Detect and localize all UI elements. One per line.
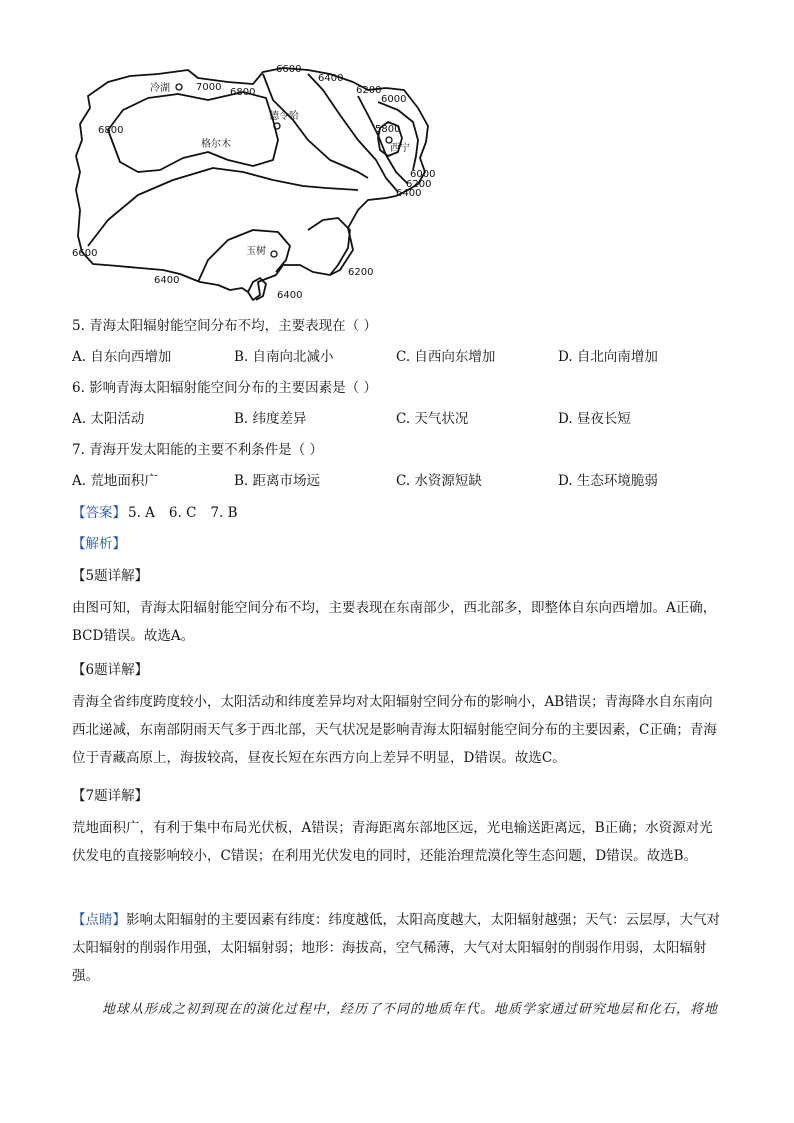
lenghu-marker bbox=[176, 84, 182, 90]
detail-6-text: 青海全省纬度跨度较小，太阳活动和纬度差异均对太阳辐射空间分布的影响小，AB错误；青海降水自东南向西北递减，东南部阴雨天气多于西北部，天气状况是影响青海太阳辐射能空间分布的主要因素，C正确；青海位于青藏高原上，海拔较高，昼夜长短在东西方向上差异不明显，D错误。故选C。 bbox=[72, 694, 717, 766]
answer-label: 【答案】 bbox=[72, 505, 126, 521]
q5-option-c: C. 自西向东增加 bbox=[396, 349, 496, 365]
city-label-delingha: 德令哈 bbox=[269, 111, 299, 122]
isoline-6600-inner bbox=[263, 74, 368, 178]
contour-label: 6600 bbox=[276, 64, 302, 75]
isoline-6000 bbox=[378, 102, 418, 170]
analysis-label: 【解析】 bbox=[72, 536, 126, 552]
q6-option-b: B. 纬度差异 bbox=[234, 411, 307, 427]
contour-label: 6200 bbox=[356, 85, 382, 96]
solar-radiation-isoline-map bbox=[68, 60, 448, 305]
city-label-xining: 西宁 bbox=[390, 143, 410, 154]
contour-label: 6400 bbox=[396, 188, 422, 199]
q7-option-a: A. 荒地面积广 bbox=[72, 473, 158, 489]
contour-label: 5800 bbox=[375, 124, 401, 135]
next-passage-text: 地球从形成之初到现在的演化过程中，经历了不同的地质年代。地质学家通过研究地层和化石，将地 bbox=[102, 1002, 719, 1017]
q5-option-b: B. 自南向北减小 bbox=[234, 349, 334, 365]
tip-text: 影响太阳辐射的主要因素有纬度：纬度越低，太阳高度越大，太阳辐射越强；天气：云层厚，大气对太阳辐射的削弱作用强，太阳辐射弱；地形：海拔高，空气稀薄，大气对太阳辐射的削弱作用弱，太阳辐射强。 bbox=[72, 912, 720, 984]
contour-label: 6800 bbox=[230, 87, 256, 98]
city-label-geermu: 格尔木 bbox=[201, 139, 231, 150]
answer-6: 6. C bbox=[168, 505, 197, 521]
detail-7-title: 【7题详解】 bbox=[72, 788, 149, 804]
q6-option-c: C. 天气状况 bbox=[396, 411, 469, 427]
province-boundary bbox=[76, 68, 428, 300]
q5-option-d: D. 自北向南增加 bbox=[558, 349, 658, 365]
contour-label: 6200 bbox=[406, 179, 432, 190]
contour-label: 6000 bbox=[381, 94, 407, 105]
tip-label: 【点睛】 bbox=[72, 912, 126, 928]
contour-label: 6400 bbox=[154, 275, 180, 286]
detail-5-title: 【5题详解】 bbox=[72, 568, 149, 584]
q7-option-c: C. 水资源短缺 bbox=[396, 473, 482, 489]
question-7-stem: 7. 青海开发太阳能的主要不利条件是（ ） bbox=[72, 442, 323, 458]
answer-5: 5. A bbox=[128, 505, 155, 521]
contour-label: 6200 bbox=[348, 267, 374, 278]
yushu-marker bbox=[271, 251, 277, 257]
contour-label: 7000 bbox=[196, 82, 222, 93]
contour-label: 6600 bbox=[72, 248, 98, 259]
tip-paragraph bbox=[72, 906, 722, 990]
detail-5-text: 由图可知，青海太阳辐射能空间分布不均，主要表现在东南部少，西北部多，即整体自东向西增加。A正确，BCD错误。故选A。 bbox=[72, 600, 717, 644]
question-6-stem: 6. 影响青海太阳辐射能空间分布的主要因素是（ ） bbox=[72, 380, 377, 396]
answer-line bbox=[72, 503, 252, 523]
contour-label: 6800 bbox=[98, 125, 124, 136]
q7-option-b: B. 距离市场远 bbox=[234, 473, 321, 489]
map-svg bbox=[68, 60, 448, 305]
q5-option-a: A. 自东向西增加 bbox=[72, 349, 172, 365]
q6-option-a: A. 太阳活动 bbox=[72, 411, 145, 427]
isoline-6600-band bbox=[88, 168, 358, 246]
contour-label: 6000 bbox=[410, 169, 436, 180]
detail-6-title: 【6题详解】 bbox=[72, 662, 149, 678]
city-label-lenghu: 冷湖 bbox=[150, 83, 170, 94]
contour-label: 6400 bbox=[318, 73, 344, 84]
isoline-6200-south bbox=[308, 218, 350, 275]
contour-label: 6400 bbox=[277, 290, 303, 301]
isoline-6800-loop bbox=[108, 92, 278, 172]
question-5-stem: 5. 青海太阳辐射能空间分布不均，主要表现在（ ） bbox=[72, 318, 377, 334]
q7-option-d: D. 生态环境脆弱 bbox=[558, 473, 658, 489]
q6-option-d: D. 昼夜长短 bbox=[558, 411, 631, 427]
answer-7: 7. B bbox=[210, 505, 238, 521]
city-label-yushu: 玉树 bbox=[246, 246, 266, 257]
detail-7-text: 荒地面积广，有利于集中布局光伏板，A错误；青海距离东部地区远，光电输送距离远，B正确；水资源对光伏发电的直接影响较小，C错误；在利用光伏发电的同时，还能治理荒漠化等生态问题，D错误。故选B。 bbox=[72, 820, 713, 864]
